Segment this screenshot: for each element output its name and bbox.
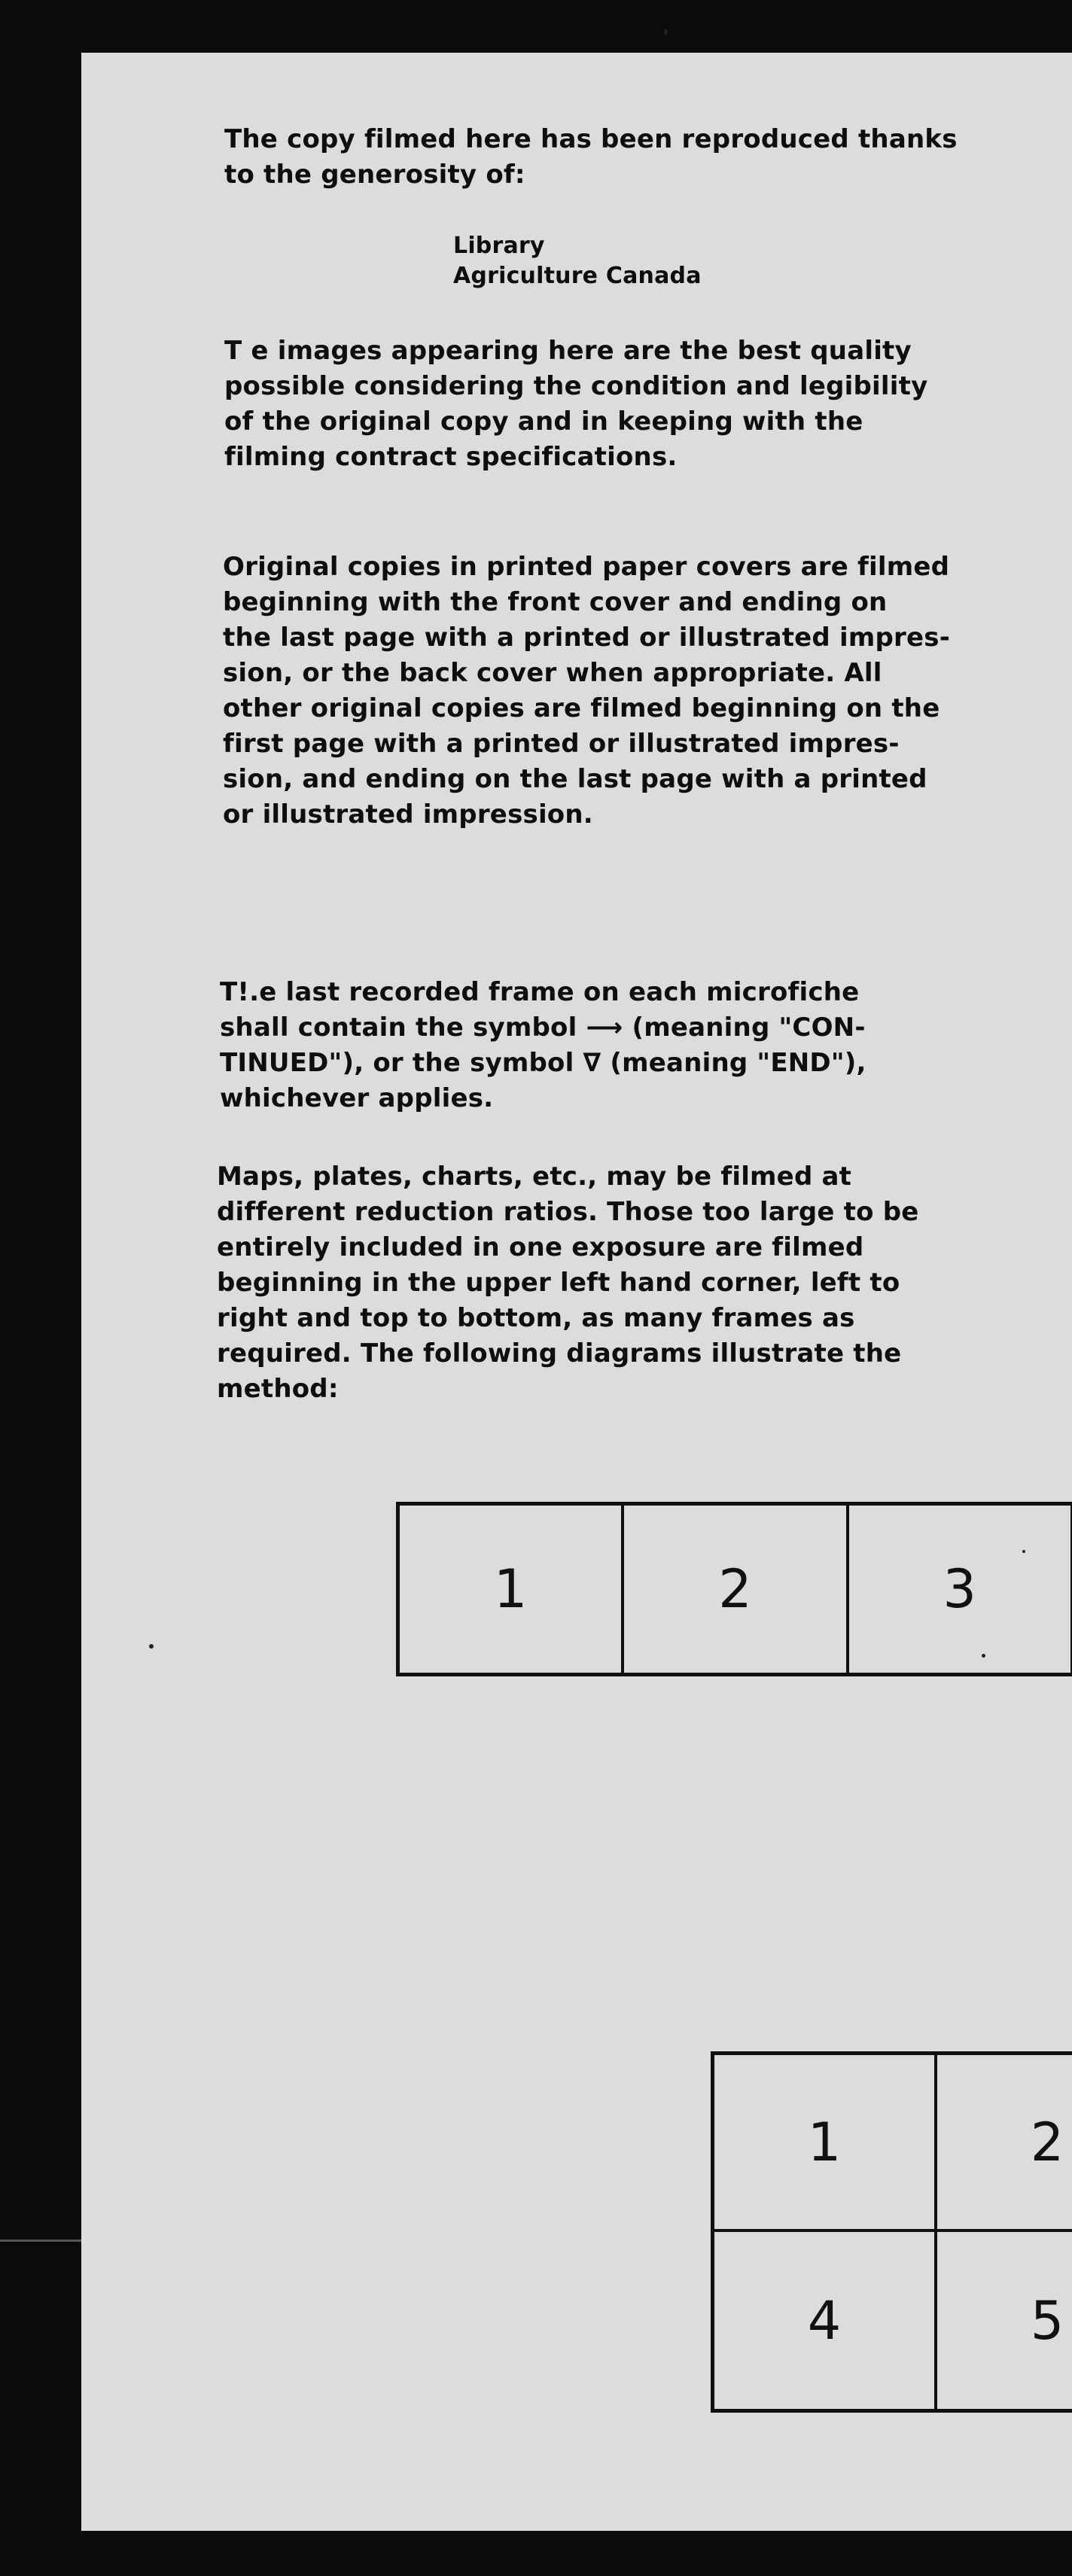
frame-cell: 1 <box>714 2055 937 2232</box>
originals-line: or illustrated impression. <box>223 799 593 830</box>
frame-paragraph <box>220 975 866 1116</box>
originals-line: other original copies are filmed beginning on the <box>223 693 940 723</box>
quality-line: T e images appearing here are the best quality <box>224 336 912 366</box>
frame-line <box>220 1046 866 1081</box>
frame-cell: 5 <box>937 2232 1072 2409</box>
originals-line: sion, or the back cover when appropriate. All <box>223 658 882 688</box>
originals-line: sion, and ending on the last page with a printed <box>223 764 927 794</box>
frame-diagram-row <box>396 1502 1072 1676</box>
originals-line: first page with a printed or illustrated impres- <box>223 729 900 759</box>
maps-line: method: <box>217 1374 339 1404</box>
originals-line: Original copies in printed paper covers are filmed <box>223 552 950 582</box>
frame-text: shall contain the symbol <box>220 1012 586 1043</box>
intro-line: to the generosity of: <box>224 160 525 190</box>
film-speck <box>1022 1550 1025 1553</box>
frame-cell: 2 <box>624 1506 848 1673</box>
originals-line: the last page with a printed or illustrated impres- <box>223 623 951 653</box>
frame-line: whichever applies. <box>220 1083 494 1113</box>
library-credit <box>453 231 702 291</box>
frame-text: (meaning "CON- <box>623 1012 866 1043</box>
maps-line: entirely included in one exposure are filmed <box>217 1232 864 1262</box>
frame-cell: 3 <box>849 1506 1072 1673</box>
library-name: Library <box>453 233 545 259</box>
film-speck <box>149 1644 154 1649</box>
edge-scratch <box>0 2240 81 2242</box>
quality-line: filming contract specifications. <box>224 442 678 472</box>
film-speck <box>982 1654 985 1658</box>
frame-text: (meaning "END"), <box>601 1048 866 1078</box>
frame-cell: 2 <box>937 2055 1072 2232</box>
library-institution: Agriculture Canada <box>453 263 702 289</box>
continued-arrow-icon: ⟶ <box>586 1012 623 1043</box>
frame-diagram-grid <box>711 2051 1072 2413</box>
maps-line: required. The following diagrams illustrate the <box>217 1338 902 1369</box>
intro-paragraph <box>224 122 958 193</box>
maps-paragraph <box>217 1159 919 1407</box>
maps-line: right and top to bottom, as many frames as <box>217 1303 855 1333</box>
frame-line: T!.e last recorded frame on each microfiche <box>220 977 860 1007</box>
frame-line <box>220 1010 866 1046</box>
end-triangle-icon: ∇ <box>583 1048 601 1078</box>
frame-text: TINUED"), or the symbol <box>220 1048 583 1078</box>
film-speck <box>664 29 668 35</box>
quality-line: of the original copy and in keeping with the <box>224 406 863 437</box>
quality-line: possible considering the condition and legibility <box>224 371 928 401</box>
maps-line: beginning in the upper left hand corner, left to <box>217 1268 900 1298</box>
originals-paragraph <box>223 550 950 833</box>
maps-line: Maps, plates, charts, etc., may be filmed at <box>217 1162 852 1192</box>
quality-paragraph <box>224 333 927 475</box>
frame-cell: 1 <box>400 1506 624 1673</box>
frame-cell: 4 <box>714 2232 937 2409</box>
intro-line: The copy filmed here has been reproduced thanks <box>224 124 958 154</box>
maps-line: different reduction ratios. Those too large to be <box>217 1197 919 1227</box>
originals-line: beginning with the front cover and ending on <box>223 587 888 617</box>
